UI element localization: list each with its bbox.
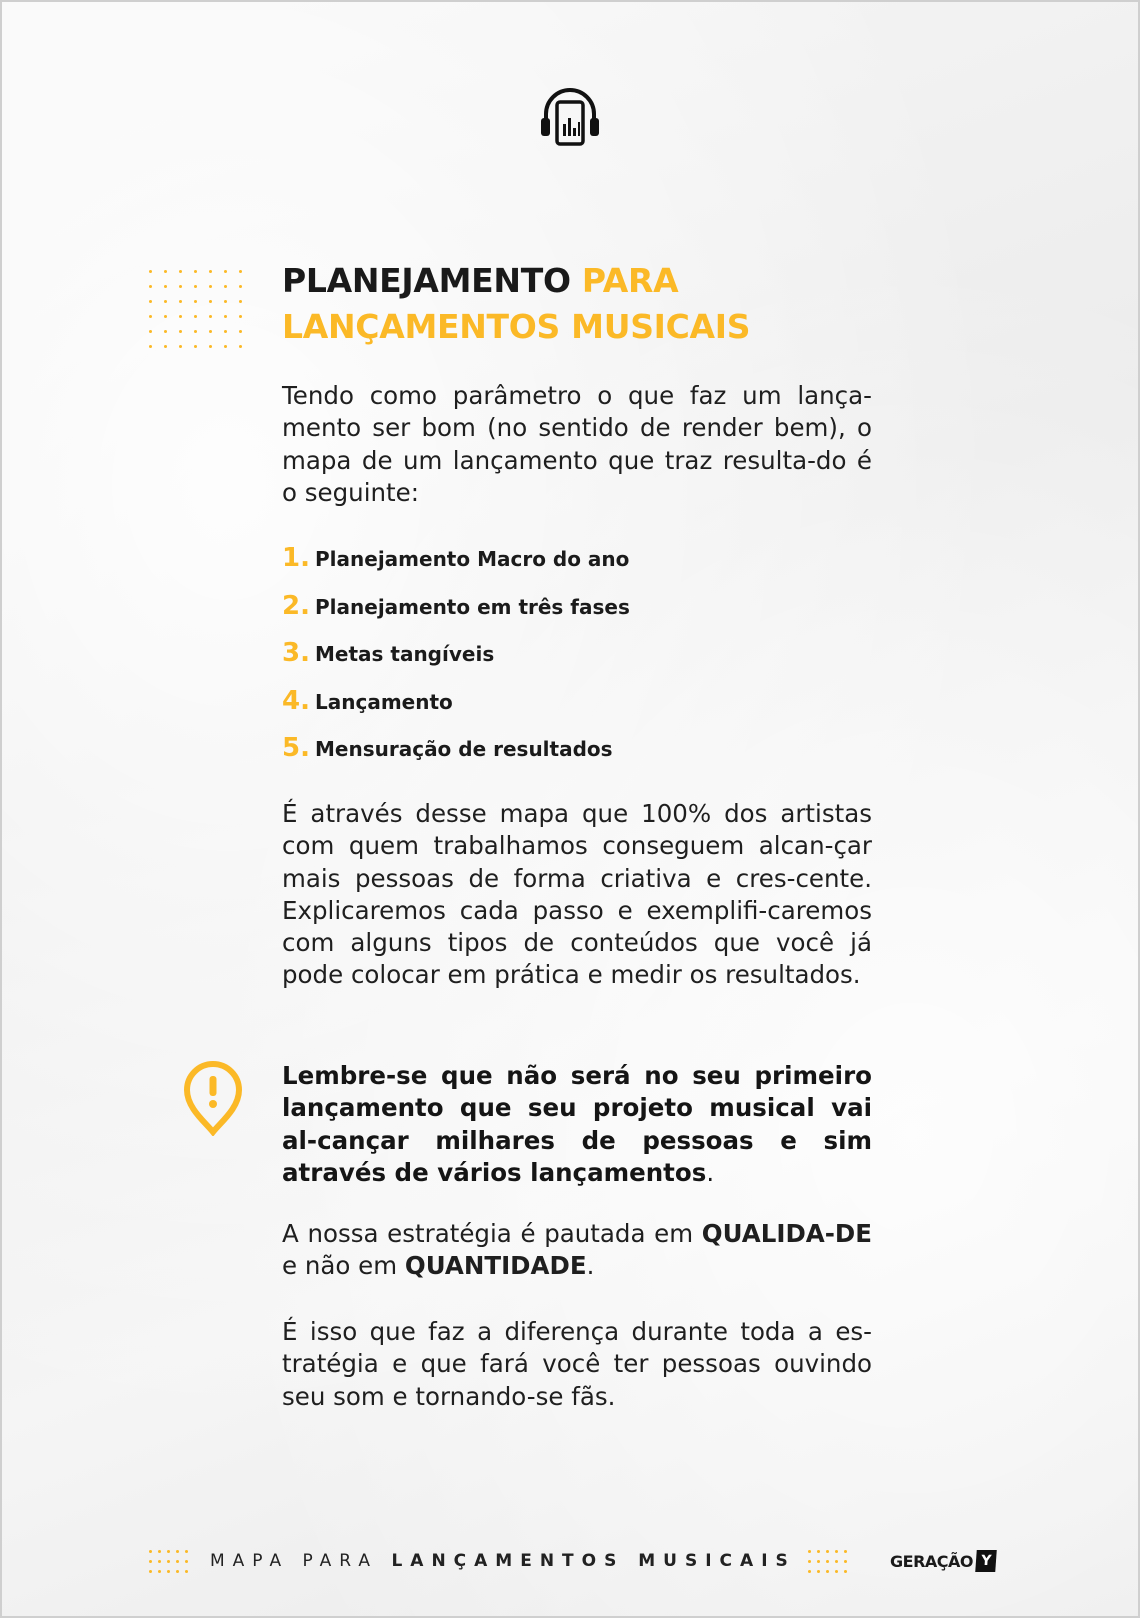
strategy-quality: QUALIDA-DE [701,1219,872,1248]
page-title [282,258,750,350]
title-line2: LANÇAMENTOS MUSICAIS [282,307,751,346]
list-item [282,733,630,781]
list-item [282,686,630,734]
reminder-paragraph [282,1060,872,1189]
footer-title-light: MAPA PARA [210,1551,392,1571]
headphones-tablet-icon [538,84,602,150]
step-number: 3. [282,638,310,668]
step-text: Lançamento [315,689,453,714]
step-text: Planejamento em três fases [315,594,630,619]
list-item [282,591,630,639]
strategy-quantity: QUANTIDADE [404,1251,587,1281]
alert-pin-icon [183,1060,243,1136]
footer-dots-right [808,1550,847,1573]
list-item [282,638,630,686]
body-paragraph: É através desse mapa que 100% dos artistas com quem trabalhamos conseguem alcan-çar mais pessoas de forma criativa e cres-cente. Explicaremos cada passo e exemplifi-caremos com alguns tipos de conteúdos que você já pode colocar em prática e medir os resultados. [282,799,872,990]
brand-name: GERAÇÃO [890,1551,973,1571]
closing-paragraph: É isso que faz a diferença durante toda a es-tratégia e que fará você ter pessoas ouvindo seu som e tornando-se fãs. [282,1317,872,1411]
footer-title [210,1551,796,1571]
step-text: Planejamento Macro do ano [315,547,630,571]
footer [149,1548,999,1574]
steps-list [282,543,630,781]
intro-paragraph: Tendo como parâmetro o que faz um lança-mento ser bom (no sentido de render bem), o mapa de um lançamento que traz resulta-do é o seguinte: [282,381,872,507]
brand-logo [890,1550,996,1572]
title-line1-yellow: PARA [581,261,679,300]
step-text: Metas tangíveis [315,642,495,666]
step-text: Mensuração de resultados [315,737,613,761]
decorative-dots [149,270,243,348]
reminder-bold: Lembre-se que não será no seu primeiro lançamento que seu projeto musical vai al-cançar milhares de pessoas e sim através de vários lançamentos [282,1061,872,1187]
strategy-paragraph [282,1218,872,1283]
footer-title-bold: LANÇAMENTOS MUSICAIS [391,1551,796,1571]
brand-badge: Y [975,1550,997,1572]
step-number: 4. [282,685,310,716]
strategy-text-a: A nossa estratégia é pautada em [282,1219,702,1248]
strategy-text-e: . [586,1251,595,1281]
title-line1-dark: PLANEJAMENTO [282,261,582,300]
step-number: 1. [282,543,310,573]
list-item [282,543,630,591]
step-number: 5. [282,733,310,763]
strategy-text-c: e não em [282,1251,405,1281]
step-number: 2. [282,590,310,621]
reminder-end: . [706,1157,715,1187]
footer-dots-left [149,1550,188,1573]
